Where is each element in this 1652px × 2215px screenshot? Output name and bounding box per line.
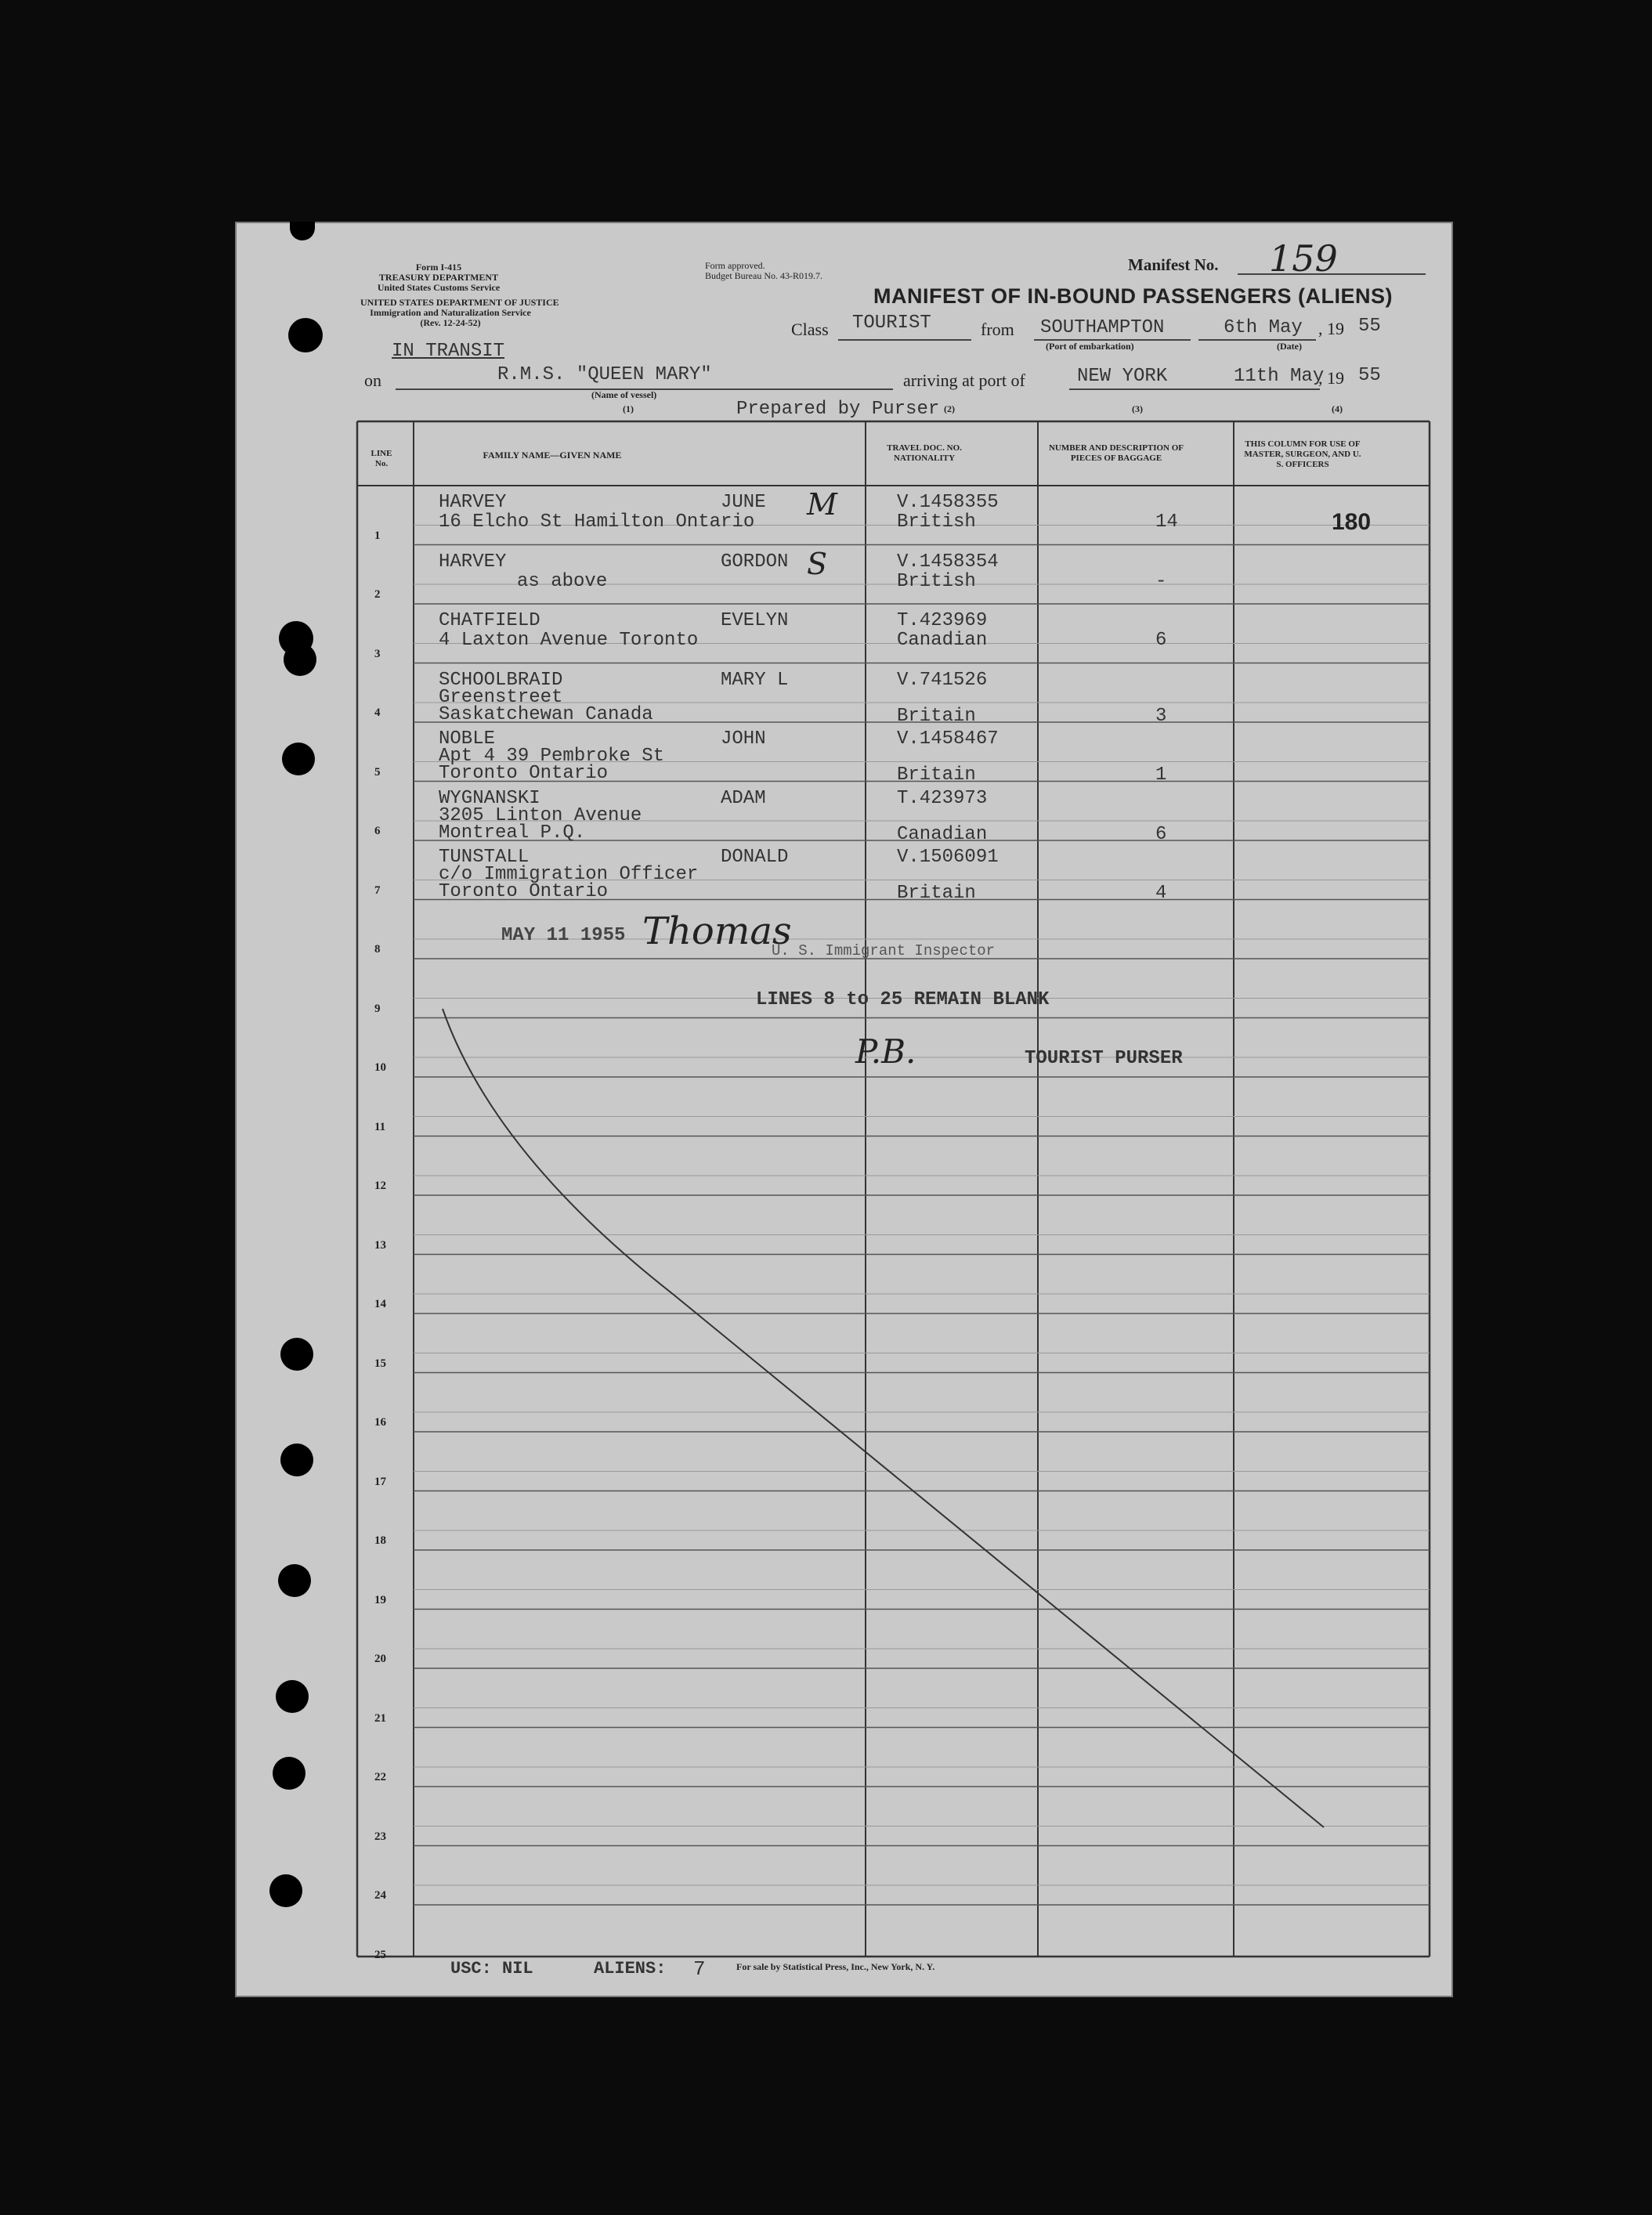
nationality: British: [897, 570, 976, 592]
header-doc: TRAVEL DOC. NO. NATIONALITY: [887, 443, 962, 463]
col-num-2: (2): [944, 403, 955, 414]
line-number: 14: [374, 1298, 386, 1310]
arrival-year-prefix: , 19: [1318, 368, 1344, 388]
nationality: Canadian: [897, 823, 988, 845]
header-baggage: NUMBER AND DESCRIPTION OF PIECES OF BAGGAGE: [1048, 443, 1184, 463]
manifest-no-label: Manifest No.: [1128, 255, 1219, 274]
given-name: EVELYN: [721, 610, 789, 631]
header-officers: THIS COLUMN FOR USE OF MASTER, SURGEON, AND U. S. OFFICERS: [1244, 439, 1361, 469]
line-number: 25: [374, 1948, 386, 1961]
given-name: DONALD: [721, 847, 789, 868]
footer-aliens-count: 7: [693, 1957, 706, 1981]
given-name: MARY L: [721, 669, 789, 691]
manifest-no-value: 159: [1269, 237, 1338, 280]
arrival-port: NEW YORK: [1077, 366, 1168, 387]
line-number: 7: [374, 883, 381, 897]
approval-block: Form approved. Budget Bureau No. 43-R019.7.: [705, 260, 822, 281]
given-name: ADAM: [721, 787, 766, 809]
on-label: on: [364, 370, 381, 390]
address-line: Greenstreet: [439, 686, 563, 708]
purser-title: TOURIST PURSER: [1025, 1048, 1183, 1069]
col-num-3: (3): [1132, 403, 1143, 414]
given-name: JUNE: [721, 492, 766, 513]
travel-doc-no: V.1458355: [897, 492, 999, 513]
dept-block: UNITED STATES DEPARTMENT OF JUSTICE Immigration and Naturalization Service (Rev. 12-24-52): [360, 297, 559, 328]
line-number: 16: [374, 1416, 386, 1429]
date-stamp: MAY 11 1955: [501, 925, 626, 946]
baggage-count: 3: [1155, 705, 1167, 727]
port-embark-caption: (Port of embarkation): [1046, 341, 1134, 352]
travel-doc-no: V.1458354: [897, 551, 999, 573]
travel-doc-no: T.423973: [897, 787, 988, 809]
in-transit: IN TRANSIT: [392, 341, 505, 362]
line-number: 15: [374, 1357, 386, 1370]
address-line: Saskatchewan Canada: [439, 703, 653, 725]
baggage-count: 1: [1155, 764, 1167, 786]
cancel-diagonal-line: [443, 1009, 1324, 1827]
line-number: 1: [374, 529, 381, 542]
footer-printer: For sale by Statistical Press, Inc., New York, N. Y.: [736, 1961, 935, 1972]
footer-usc: USC: NIL: [450, 1959, 533, 1978]
address-line: Apt 4 39 Pembroke St: [439, 746, 665, 767]
prepared-by: Prepared by Purser: [736, 399, 940, 420]
line-number: 2: [374, 588, 381, 601]
address-line: 16 Elcho St Hamilton Ontario: [439, 511, 755, 533]
address-line: Toronto Ontario: [439, 763, 609, 784]
depart-year-prefix: , 19: [1318, 319, 1344, 338]
family-name: WYGNANSKI: [439, 787, 540, 809]
line-number: 22: [374, 1771, 386, 1783]
handwritten-mark: S: [807, 546, 828, 581]
travel-doc-no: V.1506091: [897, 847, 999, 868]
port-embark-value: SOUTHAMPTON: [1040, 317, 1165, 338]
line-number: 5: [374, 765, 381, 779]
footer-aliens-label: ALIENS:: [594, 1959, 667, 1978]
from-label: from: [981, 320, 1014, 339]
family-name: CHATFIELD: [439, 610, 540, 631]
line-number: 4: [374, 706, 381, 719]
line-number: 17: [374, 1475, 386, 1488]
line-number: 6: [374, 825, 381, 837]
date-caption: (Date): [1277, 341, 1302, 352]
line-number: 21: [374, 1711, 386, 1725]
vessel-caption: (Name of vessel): [591, 389, 657, 400]
manifest-page: [235, 222, 1453, 1997]
lines-note: LINES 8 to 25 REMAIN BLANK: [756, 989, 1050, 1010]
line-number: 9: [374, 1002, 381, 1015]
family-name: SCHOOLBRAID: [439, 669, 563, 691]
col-num-1: (1): [623, 403, 634, 414]
family-name: HARVEY: [439, 551, 507, 573]
depart-date: 6th May: [1224, 317, 1303, 338]
handwritten-mark: M: [807, 487, 837, 522]
line-number: 12: [374, 1180, 386, 1192]
baggage-count: 6: [1155, 630, 1167, 651]
address-line: Montreal P.Q.: [439, 822, 586, 844]
address-line: 3205 Linton Avenue: [439, 804, 642, 826]
table-grid: [235, 222, 1453, 1997]
nationality: Britain: [897, 883, 976, 904]
baggage-count: 4: [1155, 883, 1167, 904]
nationality: Canadian: [897, 630, 988, 651]
purser-signature: P.B.: [855, 1032, 916, 1071]
form-id-block: Form I-415 TREASURY DEPARTMENT United States Customs Service: [377, 262, 501, 293]
family-name: NOBLE: [439, 728, 496, 750]
travel-doc-no: T.423969: [897, 610, 988, 631]
inspector-signature: Thomas: [642, 909, 792, 953]
line-number: 8: [374, 943, 381, 956]
nationality: Britain: [897, 764, 976, 786]
officer-note: 180: [1332, 509, 1372, 535]
arriving-label: arriving at port of: [903, 370, 1025, 390]
form-title: MANIFEST OF IN-BOUND PASSENGERS (ALIENS): [873, 284, 1394, 308]
line-number: 24: [374, 1889, 386, 1902]
baggage-count: -: [1155, 570, 1167, 592]
vessel-name: R.M.S. "QUEEN MARY": [497, 364, 712, 385]
col-num-4: (4): [1332, 403, 1343, 414]
travel-doc-no: V.1458467: [897, 728, 999, 750]
given-name: JOHN: [721, 728, 766, 750]
line-number: 11: [374, 1120, 386, 1133]
travel-doc-no: V.741526: [897, 669, 988, 691]
family-name: HARVEY: [439, 492, 507, 513]
address-line: Toronto Ontario: [439, 881, 609, 902]
header-name: FAMILY NAME—GIVEN NAME: [483, 450, 622, 461]
depart-year: 55: [1358, 316, 1381, 337]
header-line-no: LINE No.: [371, 449, 392, 468]
line-number: 20: [374, 1653, 386, 1665]
nationality: British: [897, 511, 976, 533]
baggage-count: 14: [1155, 511, 1178, 533]
inspector-title: U. S. Immigrant Inspector: [772, 942, 996, 959]
line-number: 19: [374, 1593, 386, 1606]
address-line: 4 Laxton Avenue Toronto: [439, 630, 699, 651]
class-value: TOURIST: [852, 313, 931, 334]
given-name: GORDON: [721, 551, 789, 573]
address-line: as above: [517, 570, 608, 592]
line-number: 18: [374, 1534, 386, 1547]
arrival-date: 11th May: [1234, 366, 1325, 387]
line-number: 3: [374, 647, 381, 660]
line-number: 13: [374, 1238, 386, 1252]
address-line: c/o Immigration Officer: [439, 864, 699, 885]
family-name: TUNSTALL: [439, 847, 530, 868]
class-label: Class: [791, 320, 829, 339]
arrival-year: 55: [1358, 365, 1381, 386]
baggage-count: 6: [1155, 823, 1167, 845]
line-number: 10: [374, 1061, 386, 1074]
line-number: 23: [374, 1830, 386, 1843]
nationality: Britain: [897, 705, 976, 727]
